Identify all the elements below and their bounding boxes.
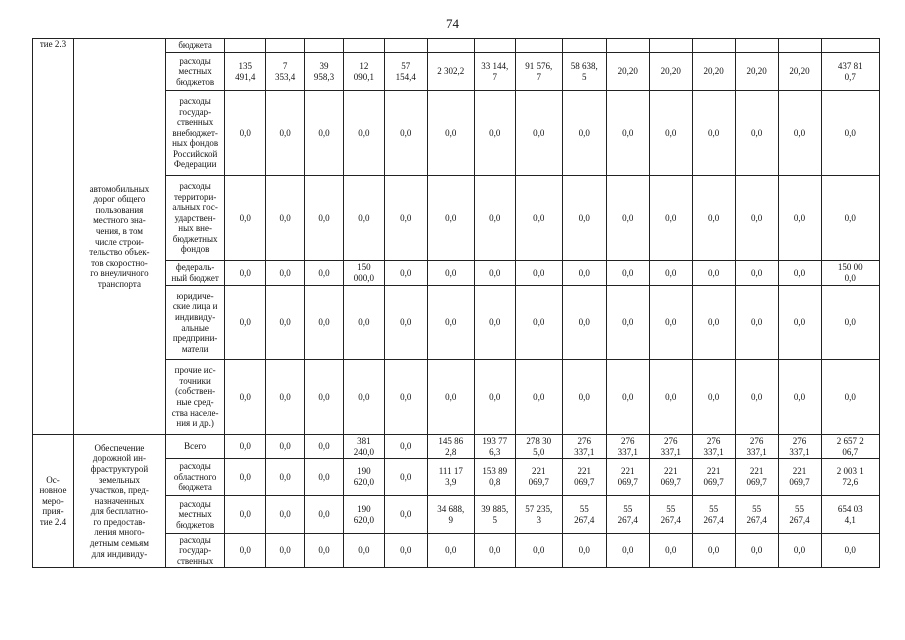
funding-source-cell: расходы территори- альных гос- ударствен- ных вне- бюджетных фондов <box>165 176 224 261</box>
value-cell <box>266 39 305 53</box>
value-cell: 0,0 <box>384 176 427 261</box>
value-cell: 0,0 <box>343 360 384 435</box>
value-cell <box>384 39 427 53</box>
value-cell: 0,0 <box>778 176 821 261</box>
value-cell: 0,0 <box>562 286 606 360</box>
value-cell: 221 069,7 <box>515 459 562 496</box>
value-cell: 0,0 <box>266 435 305 459</box>
value-cell: 193 77 6,3 <box>474 435 515 459</box>
value-cell: 2 302,2 <box>427 53 474 91</box>
value-cell: 0,0 <box>778 534 821 568</box>
value-cell: 0,0 <box>474 91 515 176</box>
value-cell: 0,0 <box>305 496 344 534</box>
value-cell: 150 00 0,0 <box>821 261 879 286</box>
value-cell: 0,0 <box>778 91 821 176</box>
value-cell <box>606 39 649 53</box>
value-cell: 221 069,7 <box>692 459 735 496</box>
value-cell: 0,0 <box>562 261 606 286</box>
value-cell: 0,0 <box>266 261 305 286</box>
value-cell: 0,0 <box>649 534 692 568</box>
value-cell: 0,0 <box>305 286 344 360</box>
value-cell: 0,0 <box>562 176 606 261</box>
value-cell: 190 620,0 <box>343 459 384 496</box>
value-cell: 12 090,1 <box>343 53 384 91</box>
funding-source-cell: федераль- ный бюджет <box>165 261 224 286</box>
value-cell: 0,0 <box>821 360 879 435</box>
value-cell: 0,0 <box>821 91 879 176</box>
value-cell: 0,0 <box>305 360 344 435</box>
value-cell: 2 003 1 72,6 <box>821 459 879 496</box>
value-cell: 0,0 <box>225 459 266 496</box>
measure-name-cell: Обеспечение дорожной ин- фраструктурой земельных участков, пред- назначенных для бесплатно- го предостав- ления много- детным семьям для индивиду- <box>73 435 165 568</box>
value-cell: 0,0 <box>384 496 427 534</box>
value-cell: 0,0 <box>692 534 735 568</box>
value-cell: 0,0 <box>821 176 879 261</box>
value-cell: 0,0 <box>778 286 821 360</box>
value-cell: 0,0 <box>692 176 735 261</box>
value-cell: 0,0 <box>692 91 735 176</box>
value-cell: 276 337,1 <box>692 435 735 459</box>
value-cell: 0,0 <box>735 360 778 435</box>
value-cell: 55 267,4 <box>562 496 606 534</box>
table-row <box>33 39 880 53</box>
value-cell: 0,0 <box>692 360 735 435</box>
value-cell <box>515 39 562 53</box>
value-cell <box>735 39 778 53</box>
value-cell: 55 267,4 <box>778 496 821 534</box>
value-cell: 221 069,7 <box>735 459 778 496</box>
value-cell: 39 958,3 <box>305 53 344 91</box>
value-cell: 0,0 <box>225 435 266 459</box>
value-cell: 0,0 <box>474 286 515 360</box>
value-cell: 20,20 <box>649 53 692 91</box>
value-cell: 0,0 <box>606 91 649 176</box>
value-cell <box>692 39 735 53</box>
value-cell: 150 000,0 <box>343 261 384 286</box>
value-cell: 111 17 3,9 <box>427 459 474 496</box>
value-cell <box>562 39 606 53</box>
value-cell: 0,0 <box>649 91 692 176</box>
value-cell: 0,0 <box>515 360 562 435</box>
value-cell: 0,0 <box>427 534 474 568</box>
value-cell: 0,0 <box>735 534 778 568</box>
value-cell: 0,0 <box>266 360 305 435</box>
value-cell: 55 267,4 <box>735 496 778 534</box>
value-cell: 0,0 <box>343 176 384 261</box>
value-cell: 0,0 <box>515 91 562 176</box>
value-cell: 0,0 <box>266 176 305 261</box>
value-cell: 0,0 <box>225 261 266 286</box>
value-cell: 0,0 <box>606 176 649 261</box>
value-cell: 0,0 <box>266 459 305 496</box>
value-cell <box>225 39 266 53</box>
value-cell: 276 337,1 <box>735 435 778 459</box>
value-cell: 0,0 <box>266 496 305 534</box>
value-cell: 7 353,4 <box>266 53 305 91</box>
value-cell: 654 03 4,1 <box>821 496 879 534</box>
value-cell: 55 267,4 <box>692 496 735 534</box>
value-cell: 0,0 <box>562 360 606 435</box>
value-cell: 58 638, 5 <box>562 53 606 91</box>
value-cell <box>427 39 474 53</box>
value-cell: 0,0 <box>427 360 474 435</box>
value-cell: 0,0 <box>649 360 692 435</box>
value-cell: 145 86 2,8 <box>427 435 474 459</box>
value-cell: 0,0 <box>735 261 778 286</box>
value-cell: 0,0 <box>474 534 515 568</box>
value-cell <box>474 39 515 53</box>
value-cell: 0,0 <box>384 435 427 459</box>
value-cell: 39 885, 5 <box>474 496 515 534</box>
funding-source-cell: расходы местных бюджетов <box>165 53 224 91</box>
value-cell: 20,20 <box>692 53 735 91</box>
budget-table <box>32 38 880 568</box>
value-cell: 0,0 <box>821 286 879 360</box>
value-cell: 0,0 <box>384 360 427 435</box>
value-cell: 0,0 <box>735 176 778 261</box>
measure-code-cell: Ос- новное меро- прия- тие 2.4 <box>33 435 74 568</box>
funding-source-cell: прочие ис- точники (собствен- ные сред- ства населе- ния и др.) <box>165 360 224 435</box>
funding-source-cell: расходы областного бюджета <box>165 459 224 496</box>
value-cell: 0,0 <box>266 91 305 176</box>
value-cell: 0,0 <box>225 534 266 568</box>
value-cell: 0,0 <box>427 176 474 261</box>
value-cell: 0,0 <box>427 261 474 286</box>
value-cell: 0,0 <box>266 534 305 568</box>
value-cell: 0,0 <box>562 534 606 568</box>
value-cell: 0,0 <box>474 261 515 286</box>
value-cell: 0,0 <box>343 534 384 568</box>
value-cell: 0,0 <box>225 286 266 360</box>
value-cell: 0,0 <box>692 286 735 360</box>
value-cell: 91 576, 7 <box>515 53 562 91</box>
value-cell: 221 069,7 <box>778 459 821 496</box>
value-cell: 276 337,1 <box>562 435 606 459</box>
value-cell: 0,0 <box>735 91 778 176</box>
value-cell: 0,0 <box>427 286 474 360</box>
value-cell: 0,0 <box>474 176 515 261</box>
funding-source-cell: бюджета <box>165 39 224 53</box>
value-cell: 221 069,7 <box>562 459 606 496</box>
value-cell <box>649 39 692 53</box>
value-cell: 278 30 5,0 <box>515 435 562 459</box>
value-cell: 221 069,7 <box>649 459 692 496</box>
value-cell: 2 657 2 06,7 <box>821 435 879 459</box>
value-cell: 20,20 <box>778 53 821 91</box>
funding-source-cell: расходы государ- ственных <box>165 534 224 568</box>
value-cell: 0,0 <box>606 360 649 435</box>
value-cell: 0,0 <box>778 261 821 286</box>
page-number: 74 <box>446 16 459 31</box>
value-cell: 0,0 <box>384 459 427 496</box>
value-cell: 0,0 <box>305 91 344 176</box>
value-cell: 0,0 <box>343 286 384 360</box>
value-cell: 0,0 <box>649 261 692 286</box>
value-cell: 0,0 <box>778 360 821 435</box>
value-cell: 0,0 <box>474 360 515 435</box>
value-cell: 0,0 <box>649 286 692 360</box>
value-cell: 0,0 <box>225 360 266 435</box>
measure-code-cell: тие 2.3 <box>33 39 74 435</box>
value-cell: 0,0 <box>427 91 474 176</box>
value-cell: 0,0 <box>692 261 735 286</box>
value-cell: 0,0 <box>649 176 692 261</box>
value-cell <box>821 39 879 53</box>
funding-source-cell: юридиче- ские лица и индивиду- альные предприни- матели <box>165 286 224 360</box>
table-row <box>33 435 880 459</box>
value-cell: 0,0 <box>225 91 266 176</box>
value-cell: 0,0 <box>606 261 649 286</box>
funding-source-cell: Всего <box>165 435 224 459</box>
value-cell: 0,0 <box>735 286 778 360</box>
value-cell: 55 267,4 <box>606 496 649 534</box>
value-cell: 437 81 0,7 <box>821 53 879 91</box>
value-cell: 0,0 <box>343 91 384 176</box>
value-cell: 0,0 <box>266 286 305 360</box>
value-cell: 0,0 <box>515 286 562 360</box>
value-cell: 0,0 <box>515 176 562 261</box>
value-cell: 276 337,1 <box>606 435 649 459</box>
value-cell: 0,0 <box>562 91 606 176</box>
value-cell: 20,20 <box>606 53 649 91</box>
value-cell: 276 337,1 <box>649 435 692 459</box>
value-cell: 135 491,4 <box>225 53 266 91</box>
value-cell: 0,0 <box>515 534 562 568</box>
value-cell: 0,0 <box>305 459 344 496</box>
value-cell <box>343 39 384 53</box>
value-cell: 0,0 <box>384 534 427 568</box>
value-cell: 0,0 <box>305 534 344 568</box>
value-cell: 0,0 <box>305 261 344 286</box>
value-cell: 153 89 0,8 <box>474 459 515 496</box>
value-cell: 0,0 <box>305 435 344 459</box>
value-cell: 221 069,7 <box>606 459 649 496</box>
value-cell: 0,0 <box>515 261 562 286</box>
value-cell: 0,0 <box>384 91 427 176</box>
value-cell: 381 240,0 <box>343 435 384 459</box>
value-cell: 55 267,4 <box>649 496 692 534</box>
table-body <box>33 39 880 568</box>
value-cell: 57 235, 3 <box>515 496 562 534</box>
value-cell: 0,0 <box>225 496 266 534</box>
value-cell: 0,0 <box>821 534 879 568</box>
funding-source-cell: расходы государ- ственных внебюджет- ных фондов Российской Федерации <box>165 91 224 176</box>
value-cell: 0,0 <box>384 261 427 286</box>
value-cell: 34 688, 9 <box>427 496 474 534</box>
value-cell: 0,0 <box>305 176 344 261</box>
measure-name-cell: автомобильных дорог общего пользования местного зна- чения, в том числе строи- тельство объек- тов скоростно- го внеуличного транспорта <box>73 39 165 435</box>
value-cell: 20,20 <box>735 53 778 91</box>
value-cell: 57 154,4 <box>384 53 427 91</box>
value-cell: 0,0 <box>384 286 427 360</box>
value-cell: 0,0 <box>225 176 266 261</box>
value-cell <box>778 39 821 53</box>
funding-source-cell: расходы местных бюджетов <box>165 496 224 534</box>
value-cell: 0,0 <box>606 286 649 360</box>
value-cell: 0,0 <box>606 534 649 568</box>
value-cell: 33 144, 7 <box>474 53 515 91</box>
value-cell: 190 620,0 <box>343 496 384 534</box>
value-cell: 276 337,1 <box>778 435 821 459</box>
value-cell <box>305 39 344 53</box>
